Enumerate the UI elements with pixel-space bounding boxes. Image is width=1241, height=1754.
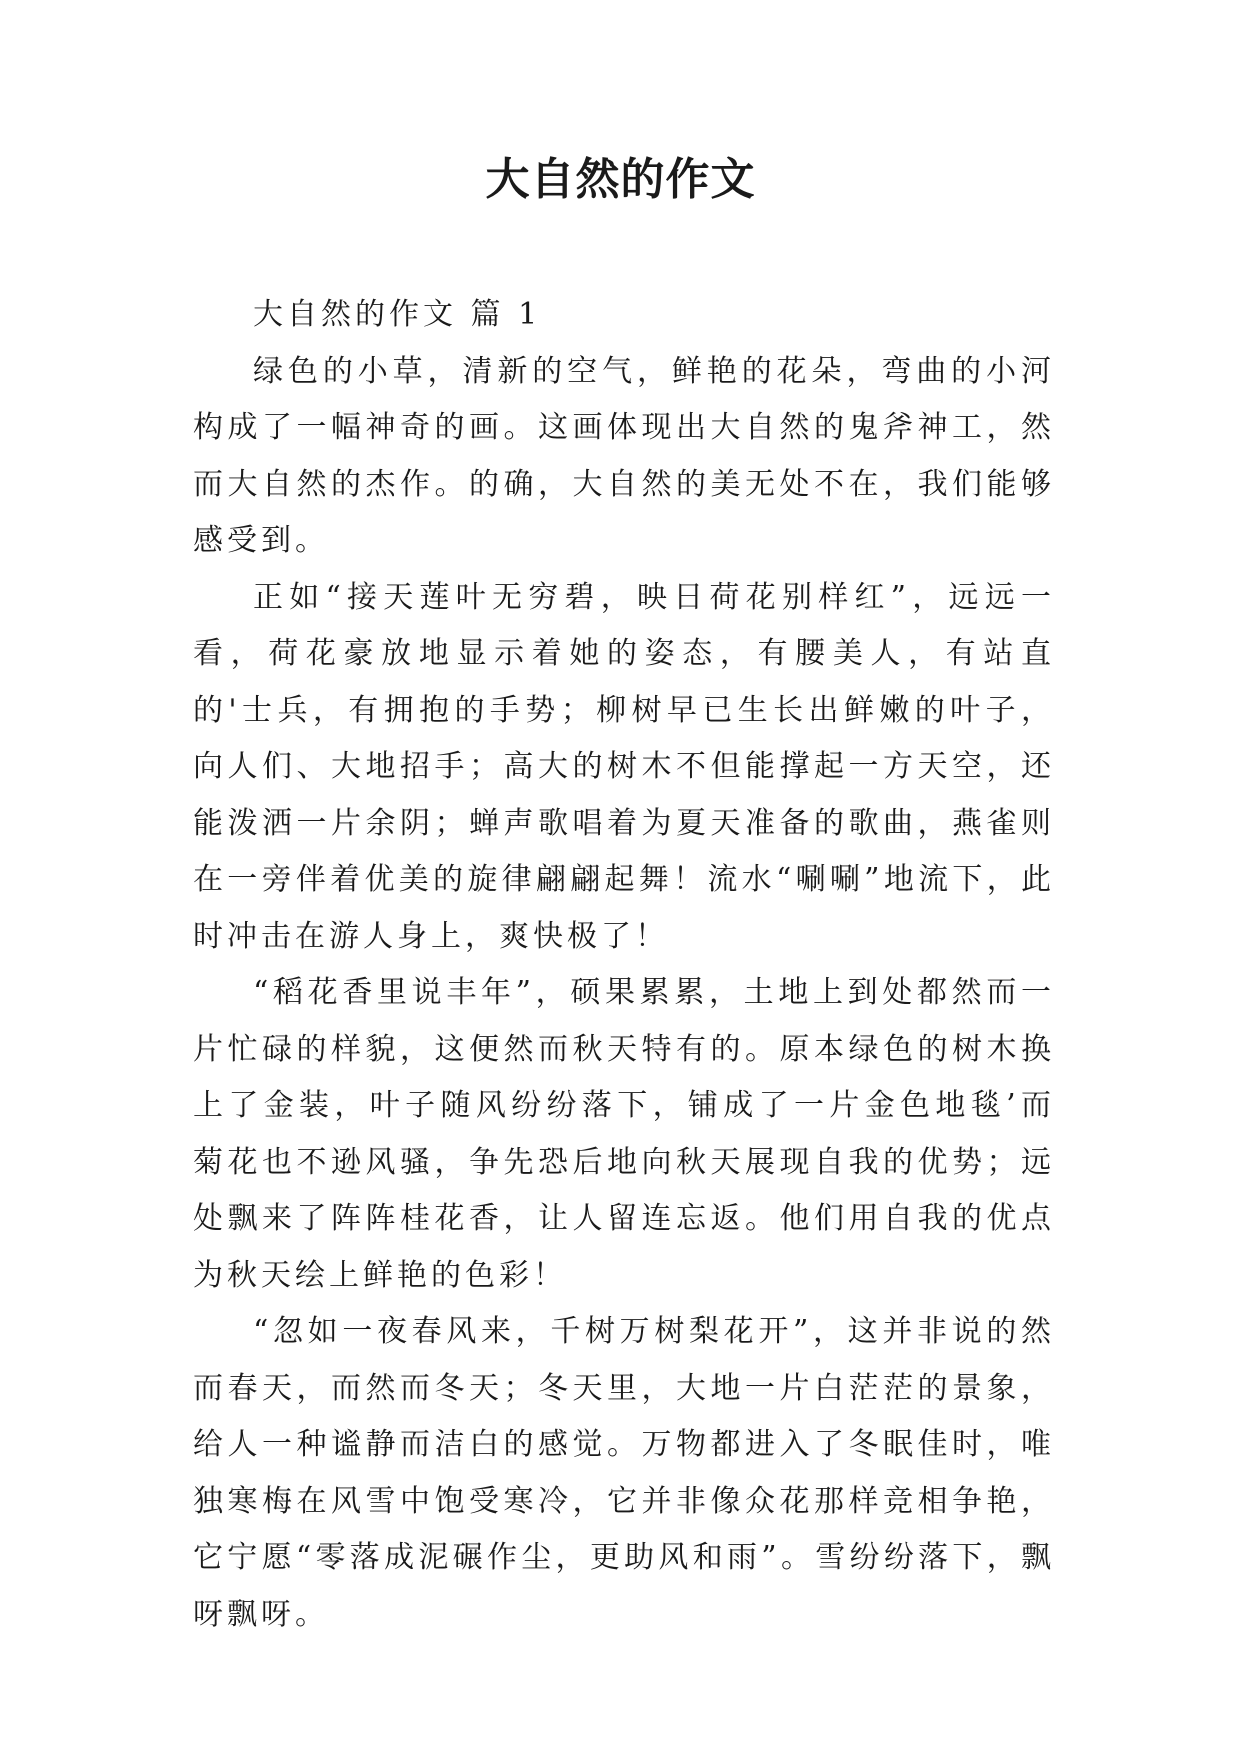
document-body	[193, 287, 1055, 1643]
paragraph-4: “忽如一夜春风来，千树万树梨花开”，这并非说的然而春天，而然而冬天；冬天里，大地一片白茫茫的景象，给人一种谧静而洁白的感觉。万物都进入了冬眠佳时，唯独寒梅在风雪中饱受寒冷，它并非像众花那样竞相争艳，它宁愿“零落成泥碾作尘，更助风和雨”。雪纷纷落下，飘呀飘呀。	[193, 1314, 1055, 1632]
paragraph-1: 绿色的小草，清新的空气，鲜艳的花朵，弯曲的小河构成了一幅神奇的画。这画体现出大自然的鬼斧神工，然而大自然的杰作。的确，大自然的美无处不在，我们能够感受到。	[193, 353, 1055, 558]
document-title: 大自然的作文	[485, 154, 756, 205]
section-heading: 大自然的作文 篇 1	[253, 297, 542, 332]
paragraph-3: “稻花香里说丰年”，硕果累累，土地上到处都然而一片忙碌的样貌，这便然而秋天特有的。原本绿色的树木换上了金装，叶子随风纷纷落下，铺成了一片金色地毯’而菊花也不逊风骚，争先恐后地向秋天展现自我的优势；远处飘来了阵阵桂花香，让人留连忘返。他们用自我的优点为秋天绘上鲜艳的色彩！	[193, 975, 1055, 1293]
paragraph-2: 正如“接天莲叶无穷碧，映日荷花别样红”，远远一看，荷花豪放地显示着她的姿态，有腰美人，有站直的'士兵，有拥抱的手势；柳树早已生长出鲜嫩的叶子，向人们、大地招手；高大的树木不但能撑起一方天空，还能泼洒一片余阴；蝉声歌唱着为夏天准备的歌曲，燕雀则在一旁伴着优美的旋律翩翩起舞！流水“唰唰”地流下，此时冲击在游人身上，爽快极了！	[193, 579, 1055, 954]
